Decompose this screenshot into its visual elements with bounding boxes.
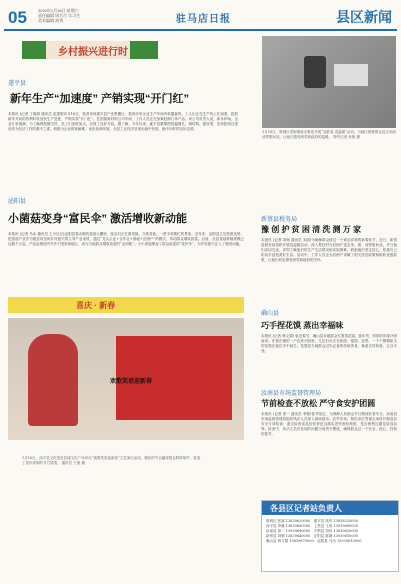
contact-row: 驿城区 张斌 13839620000 遂平县 高华 13838320000	[266, 519, 358, 523]
article3-body: 本报讯 (记者 刘萌 通讯员 宋丽)为确保群众度过一个欢乐祥和的新春佳节，近日，新蔡县税务局组织开展送温暖活动，深入帮扶村为贫困户送去米、面、油等慰问品，并与他们亲切交谈，详细了解他们的生产生活情况和实际困难，鼓励他们坚定信心，依靠自己的双手创造美好生活。活动中，工作人员还为贫困户讲解了相关扶贫政策和税收优惠政策，让他们切实感受到党和政府的关怀。	[261, 238, 397, 262]
contacts-box	[261, 500, 399, 572]
festive-caption: 1月16日，西平县文化馆在县城文化广场举办“欢歌笑语迎新春”文艺演出活动，精彩的节目赢得群众阵阵掌声，营造了喜庆祥和的节日氛围。 通讯员 王康 摄	[22, 456, 201, 465]
masthead-meta	[38, 8, 108, 23]
article5-headline: 节前检查不放松 严守食安护团圆	[261, 399, 376, 408]
article5-kicker: 汝南县市场监督管理局	[261, 391, 322, 397]
article4-headline: 巧手捏花馍 蒸出幸福味	[261, 321, 344, 330]
person-silhouette	[304, 56, 326, 88]
issue-date: 2020年1月18日 星期六	[38, 8, 79, 13]
newspaper-logo: 驻马店日报	[176, 14, 231, 25]
performer-shape	[28, 334, 78, 426]
article4-kicker: 确山县	[261, 311, 280, 317]
contacts-title: 各县区记者站负责人	[270, 503, 342, 513]
article1-kicker: 遂平县	[8, 81, 27, 87]
contact-row: 西平县 李娜 13839660000 上蔡县 王涛 13939680000	[266, 524, 358, 528]
festive-caption-main: 欢歌笑语迎新春	[110, 379, 153, 385]
article1-body: 本报讯 (记者 丁晓丽 通讯员 赵建明)1月16日，笔者来到遂平县产业集聚区，看到多家企业生产车间内机器轰鸣，工人们正在生产线上忙碌着，抢抓新年开局的有利时机加快生产进度，产销实现“开门红”。在国基新材料公司车间，工作人员正在加紧赶制订单产品。该公司负责人说，新年伊始，企业订单饱满，为了确保按期交货，员工们加班加点，实现了良好开局。据了解，今年以来，遂平县紧紧围绕稳增长、调结构、促转型，坚持把项目建设作为经济工作的重中之重，积极为企业排忧解难，优化营商环境，全县工业经济呈现出稳中有进、稳中向好的良好态势。	[8, 112, 238, 131]
contact-row: 确山县 韩文娟 13839670000 泌阳县 马冰 13939610000	[266, 539, 362, 543]
article2-headline: 小菌菇变身“富民伞” 激活增收新动能	[8, 213, 188, 225]
page-number: 05	[8, 8, 27, 27]
rural-banner-title: 乡村振兴进行时	[58, 47, 128, 58]
article2-kicker: 泌阳县	[8, 199, 27, 205]
office-photo-caption: 1月16日，驿城区老街街道办事处开展“迎新春 送温暖”活动，为辖区困难群众送去米面油等慰问品，让他们感受到党和政府的温暖。 特约记者 孙艳 摄	[262, 130, 396, 139]
article5-body: 本报讯 (记者 周一 通讯员 李强)春节临近，为保障人民群众节日期间饮食安全，汝南县市场监督管理局组织执法人员深入商场超市、农贸市场、餐饮单位等重点场所开展食品安全专项检查，重点检查食品经营者是否落实进货查验制度、是否销售过期变质食品等。检查中，执法人员对发现的问题当场责令整改，确保群众过一个安全、放心、祥和的春节。	[261, 412, 397, 436]
article4-body: 本报讯 (记者 韩文娟) 临近春节，确山县各地群众忙着蒸花馍、备年货，浓浓的年味扑面而来。在留庄镇的一户农家小院里，几位妇女正在和面、揉面、造型，一个个栩栩如生的花馍在她们手中诞生。花馍是当地群众过年必备的传统美食，寓意吉祥如意、五谷丰登。	[261, 334, 397, 353]
masthead-rule	[4, 29, 397, 31]
festive-banner	[8, 297, 244, 313]
article3-headline: 豫 创 护 贫 困 清 洗 测 万 家	[261, 225, 362, 234]
contact-row: 新蔡县 刘萌 13839640000 正阳县 陈静 13939650000	[266, 534, 358, 538]
article2-body: 本报讯 (记者 马冰 通讯员 王小红)在泌阳县春水镇的香菇大棚里，菇农们正忙着采摘、分拣香菇，一派丰收繁忙的景象。近年来，泌阳县立足资源优势，把香菇产业作为脱贫攻坚和乡村振兴的主导产业来抓，通过“龙头企业+合作社+基地+贫困户”的模式，带动群众增收致富。目前，全县香菇种植规模已达数千万袋，产品远销国内外多个国家和地区，成为当地群众增收致富的“金钥匙”。小小香菇撑起了群众致富的“富民伞”，为乡村振兴注入了强劲动能。	[8, 232, 244, 246]
festive-banner-title: 喜庆 · 新春	[76, 301, 116, 310]
monitor-shape	[334, 64, 368, 86]
article1-headline: 新年生产“加速度” 产销实现“开门红”	[10, 93, 190, 105]
contacts-list	[266, 519, 394, 565]
editor-credit: 责任编辑 周巧巧 实习生	[38, 13, 81, 18]
contact-row: 汝南县 周一 13939690000 平舆县 刘伟 13839630000	[266, 529, 358, 533]
designer-credit: 美术编辑 胡秀	[38, 18, 64, 23]
article3-kicker: 新蔡县税务局	[261, 217, 298, 223]
office-photo	[262, 36, 396, 128]
section-title: 县区新闻	[336, 9, 392, 25]
